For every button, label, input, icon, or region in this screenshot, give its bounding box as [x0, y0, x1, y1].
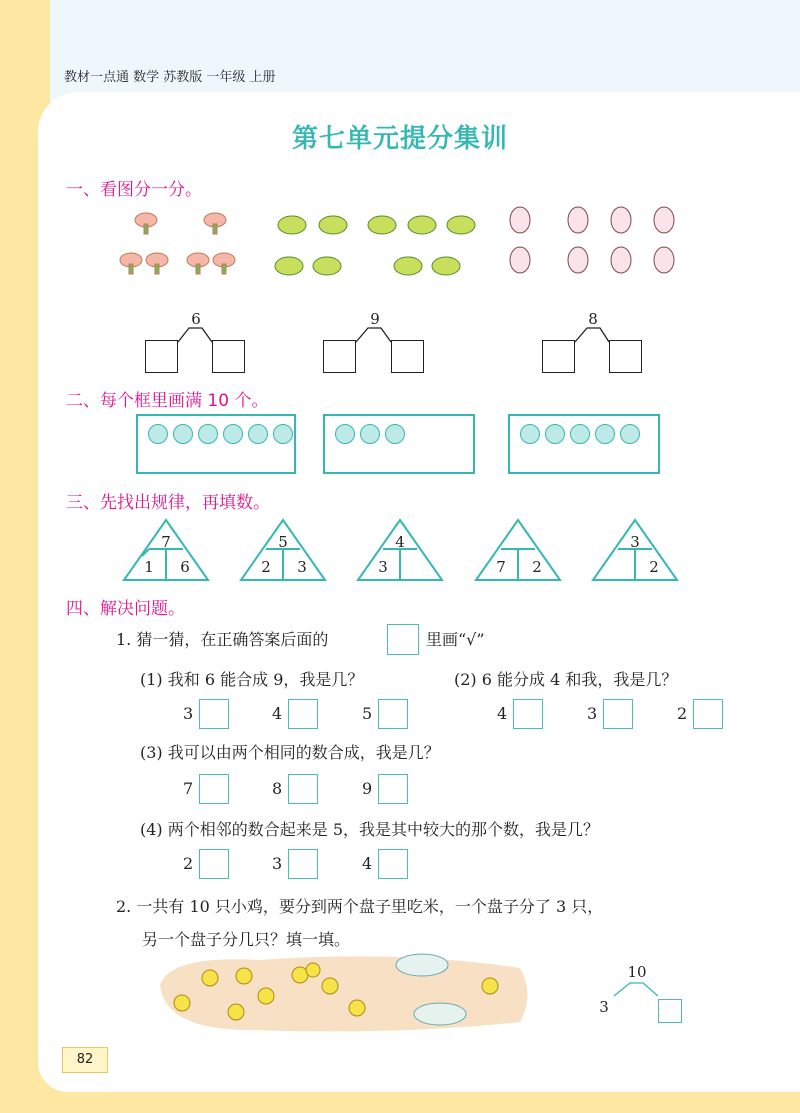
sub3-option-label: 9	[362, 779, 373, 798]
triangle-top-number: 3	[630, 533, 640, 551]
circle-icon	[385, 424, 405, 444]
sub1-option-checkbox[interactable]	[378, 699, 408, 729]
answer-total: 10	[627, 963, 647, 981]
sub1-option-label: 4	[272, 704, 283, 723]
section-3-heading: 三、先找出规律，再填数。	[66, 493, 270, 513]
ten-frame-2[interactable]	[323, 414, 475, 474]
subquestion-2: (2) 6 能分成 4 和我，我是几？	[454, 670, 678, 689]
triangle-top-number: 7	[161, 533, 171, 551]
page-number: 82	[62, 1047, 108, 1073]
triangle-right-number: 6	[180, 558, 190, 576]
sub3-option-checkbox[interactable]	[199, 774, 229, 804]
triangle-right-number: 3	[297, 558, 307, 576]
split-box[interactable]	[391, 340, 424, 373]
split-total-1: 6	[191, 310, 201, 328]
question-2-line-2: 另一个盘子分几只？填一填。	[142, 930, 351, 949]
sub2-option-checkbox[interactable]	[603, 699, 633, 729]
sub2-option-label: 4	[497, 704, 508, 723]
sub3-option-label: 7	[183, 779, 194, 798]
flower-group-icon	[120, 213, 235, 274]
sub1-option-checkbox[interactable]	[288, 699, 318, 729]
page-title: 第七单元提分集训	[291, 124, 508, 154]
answer-part: 3	[599, 998, 609, 1016]
split-box[interactable]	[212, 340, 245, 373]
split-total-3: 8	[588, 310, 598, 328]
triangle-left-number: 2	[261, 558, 271, 576]
example-checkbox	[387, 624, 419, 655]
sub4-option-label: 2	[183, 854, 194, 873]
triangle-right-number: 2	[532, 558, 542, 576]
section-2-heading: 二、每个框里画满 10 个。	[66, 391, 269, 411]
split-box[interactable]	[542, 340, 575, 373]
sub2-option-label: 3	[587, 704, 598, 723]
cat-group-icon	[510, 207, 674, 273]
sub3-option-checkbox[interactable]	[378, 774, 408, 804]
triangle-top-number: 4	[395, 533, 405, 551]
sub3-option-checkbox[interactable]	[288, 774, 318, 804]
subquestion-4: (4) 两个相邻的数合起来是 5，我是其中较大的那个数，我是几？	[140, 820, 600, 839]
sub3-option-label: 8	[272, 779, 283, 798]
sub1-option-checkbox[interactable]	[199, 699, 229, 729]
circle-icon	[335, 424, 355, 444]
triangle-left-number: 7	[496, 558, 506, 576]
circle-icon	[360, 424, 380, 444]
section-4-heading: 四、解决问题。	[66, 599, 185, 619]
question-1-text: 1. 猜一猜，在正确答案后面的	[116, 630, 329, 649]
sub4-option-checkbox[interactable]	[378, 849, 408, 879]
sub4-option-label: 4	[362, 854, 373, 873]
circle-icon	[198, 424, 218, 444]
answer-split-lines	[614, 983, 658, 996]
circle-icon	[173, 424, 193, 444]
ten-frame-3[interactable]	[508, 414, 660, 474]
triangle-left-number: 3	[378, 558, 388, 576]
sub1-option-label: 5	[362, 704, 373, 723]
subquestion-1: (1) 我和 6 能合成 9，我是几？	[140, 670, 364, 689]
circle-icon	[620, 424, 640, 444]
ten-frame-1[interactable]	[136, 414, 296, 474]
split-box[interactable]	[323, 340, 356, 373]
split-box[interactable]	[609, 340, 642, 373]
sub2-option-checkbox[interactable]	[513, 699, 543, 729]
circle-icon	[545, 424, 565, 444]
triangle-top-number: 5	[278, 533, 288, 551]
question-2-line-1: 2. 一共有 10 只小鸡，要分到两个盘子里吃米，一个盘子分了 3 只，	[116, 897, 604, 916]
section-1-heading: 一、看图分一分。	[66, 180, 202, 200]
triangle-left-number: 1	[144, 558, 154, 576]
circle-icon	[223, 424, 243, 444]
sub4-option-checkbox[interactable]	[199, 849, 229, 879]
question-1-text-end: 里画“√”	[426, 630, 485, 649]
running-header: 教材一点通 数学 苏教版 一年级 上册	[64, 70, 276, 85]
chick-scene	[160, 954, 528, 1031]
circle-icon	[520, 424, 540, 444]
circle-icon	[273, 424, 293, 444]
circle-icon	[570, 424, 590, 444]
sub2-option-checkbox[interactable]	[693, 699, 723, 729]
sub2-option-label: 2	[677, 704, 688, 723]
triangle-right-number: 2	[649, 558, 659, 576]
circle-icon	[248, 424, 268, 444]
circle-icon	[148, 424, 168, 444]
turtle-group-icon	[275, 216, 475, 275]
sub4-option-label: 3	[272, 854, 283, 873]
answer-box[interactable]	[658, 999, 682, 1023]
split-total-2: 9	[370, 310, 380, 328]
sub1-option-label: 3	[183, 704, 194, 723]
split-box[interactable]	[145, 340, 178, 373]
sub4-option-checkbox[interactable]	[288, 849, 318, 879]
subquestion-3: (3) 我可以由两个相同的数合成，我是几？	[140, 743, 440, 762]
circle-icon	[595, 424, 615, 444]
